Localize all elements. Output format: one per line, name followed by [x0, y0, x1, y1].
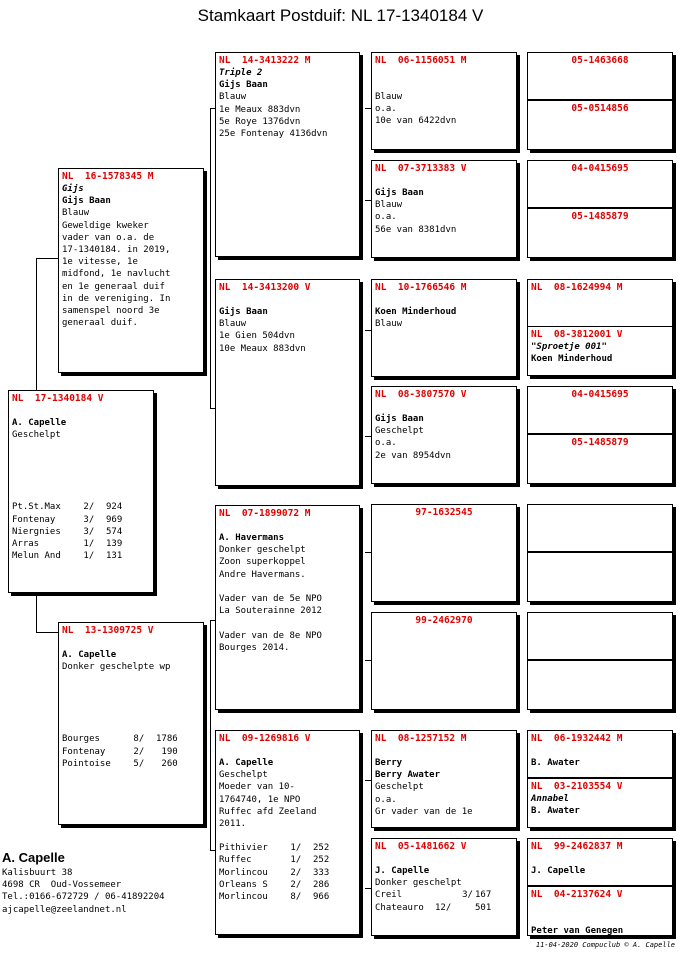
note-line: [216, 617, 359, 629]
note-line: 1764740, 1e NPO: [219, 794, 301, 805]
result-pos: 3/: [78, 514, 95, 525]
ring-number: NL 03-2103554 V: [531, 781, 623, 792]
breeder-name: Gijs Baan: [219, 80, 268, 91]
note-line: Vader van de 8e NPO: [219, 630, 322, 641]
result-count: 333: [313, 867, 330, 878]
result-row: [9, 538, 153, 550]
ring-number: NL 10-1766546 M: [375, 282, 467, 293]
breeder-name: A. Capelle: [219, 758, 274, 768]
result-pos: 8/: [128, 734, 145, 745]
note-line: Bourges 2014.: [219, 642, 290, 653]
ring-number: NL 04-2137624 V: [531, 889, 623, 900]
ring-number: NL 14-3413222 M: [219, 55, 311, 66]
ring-number: NL 05-1481662 V: [375, 841, 467, 852]
result-row: [216, 879, 359, 891]
result-race: Pointoise: [62, 758, 111, 769]
note-line: 25e Fontenay 4136dvn: [219, 129, 328, 140]
note-line: Donker geschelpte wp: [62, 662, 171, 673]
result-race: Melun And: [12, 551, 61, 562]
result-race: Morlincou: [219, 867, 268, 878]
note-line: o.a.: [375, 104, 397, 115]
fm-card[interactable]: [215, 279, 360, 486]
result-count: 190: [156, 746, 178, 757]
mff-card[interactable]: [371, 504, 517, 602]
result-row: [216, 842, 359, 854]
gen5-card[interactable]: [527, 612, 673, 660]
result-pos: 2/: [78, 502, 95, 513]
breeder-name: Koen Minderhoud: [375, 307, 457, 317]
breeder-name: Gijs Baan: [375, 414, 424, 424]
pigeon-color: Geschelpt: [12, 430, 61, 441]
pigeon-notes: [372, 91, 516, 128]
connector-line: [36, 632, 58, 633]
breeder-name: Gijs Baan: [375, 188, 424, 198]
result-row: [9, 550, 153, 562]
pigeon-name: Annabel: [531, 794, 569, 804]
result-row: [372, 902, 516, 914]
page-title: Stamkaart Postduif: NL 17-1340184 V: [197, 6, 484, 25]
note-line: Vader van de 5e NPO: [219, 594, 322, 605]
results-table: [9, 501, 153, 562]
note-line: en 1e generaal duif: [62, 281, 165, 292]
result-row: [59, 758, 203, 770]
note-line: Blauw: [375, 319, 403, 330]
note-line: Donker geschelpt: [375, 878, 462, 889]
result-row: [9, 501, 153, 513]
ring-number: NL 99-2462837 M: [531, 841, 623, 852]
result-row: [59, 746, 203, 758]
ring-number: NL 14-3413200 V: [219, 282, 311, 293]
result-pos: 2/: [128, 746, 145, 757]
ring-number: 05-1485879: [571, 211, 629, 222]
pigeon-notes: [372, 318, 516, 330]
breeder-name: Peter van Genegen: [531, 926, 624, 936]
result-race: Chateauro: [375, 902, 424, 913]
ring-number: 99-2462970: [415, 615, 473, 626]
note-line: 2011.: [219, 819, 247, 830]
ring-number: [528, 505, 672, 507]
gen5-card[interactable]: [527, 504, 673, 552]
gen5-card[interactable]: [527, 386, 673, 434]
ring-number: NL 16-1578345 M: [62, 171, 154, 182]
breeder-name: J. Capelle: [375, 866, 430, 876]
note-line: Blauw: [219, 92, 247, 103]
mfm-card[interactable]: [371, 612, 517, 710]
ring-number: NL 08-3807570 V: [375, 389, 467, 400]
ring-number: [528, 613, 672, 615]
breeder-name: Gijs Baan: [219, 307, 268, 317]
gen5-card[interactable]: [527, 52, 673, 100]
note-line: Blauw: [375, 200, 403, 211]
note-line: Blauw: [375, 92, 403, 102]
results-table: [216, 842, 359, 903]
note-line: midfond, 1e navlucht: [62, 269, 171, 280]
pigeon-name: Gijs: [62, 184, 84, 194]
note-line: Moeder van 10-: [219, 782, 295, 793]
note-line: Blauw: [219, 319, 247, 330]
mmm-card[interactable]: [371, 838, 517, 936]
gen5-card[interactable]: [527, 730, 673, 778]
note-line: 10e Meaux 883dvn: [219, 343, 306, 354]
result-count: 260: [156, 758, 178, 769]
note-line: Geschelpt: [219, 770, 268, 781]
gen5-card[interactable]: [527, 886, 673, 936]
note-line: 56e van 8381dvn: [375, 224, 457, 235]
result-pos: 1/: [285, 855, 302, 866]
result-row: [9, 514, 153, 526]
result-count: 252: [313, 855, 330, 866]
ring-number: 05-1463668: [571, 55, 629, 66]
result-pos: 5/: [128, 758, 145, 769]
result-pos: 3/: [435, 890, 473, 901]
gen5-card[interactable]: [527, 160, 673, 208]
breeder-name: Berry: [375, 758, 403, 768]
result-race: Ruffec: [219, 855, 252, 866]
mm-card[interactable]: [215, 730, 360, 935]
pigeon-name: Triple 2: [219, 68, 263, 78]
gen5-card[interactable]: [527, 778, 673, 828]
pigeon-notes: [216, 544, 359, 654]
result-race: Creil: [375, 890, 403, 901]
results-table: [372, 889, 516, 913]
ring-number: 05-1485879: [571, 437, 629, 448]
mother-card[interactable]: [58, 622, 204, 825]
breeder-name: J. Capelle: [531, 866, 586, 876]
result-pos: 8/: [285, 892, 302, 903]
result-row: [216, 891, 359, 903]
gen5-card[interactable]: [527, 660, 673, 710]
breeder-name: A. Capelle: [62, 650, 117, 660]
note-line: Geweldige kweker: [62, 220, 149, 231]
pigeon-notes: [372, 781, 516, 818]
note-line: 1e Gien 504dvn: [219, 331, 295, 342]
ring-number: NL 07-3713383 V: [375, 163, 467, 174]
result-count: 1786: [156, 734, 178, 745]
result-pos: 3/: [78, 526, 95, 537]
fmm-card[interactable]: [371, 386, 517, 484]
gen5-card[interactable]: [527, 326, 673, 376]
ring-number: NL 09-1269816 V: [219, 733, 311, 744]
gen5-card[interactable]: [527, 552, 673, 602]
result-count: 167: [475, 890, 492, 901]
result-race: Fontenay: [12, 514, 56, 525]
result-row: [216, 854, 359, 866]
note-line: samenspel noord 3e: [62, 306, 160, 317]
connector-line: [36, 592, 37, 632]
breeder-name: B. Awater: [531, 758, 580, 768]
result-count: 139: [106, 539, 123, 550]
note-line: o.a.: [375, 212, 397, 223]
owner-city: 4698 CR Oud-Vossemeer: [2, 880, 122, 891]
ring-number: NL 06-1932442 M: [531, 733, 623, 744]
fff-card[interactable]: [371, 52, 517, 150]
result-row: [59, 733, 203, 745]
result-pos: 2/: [285, 867, 302, 878]
owner-info: [2, 850, 165, 916]
note-line: Geschelpt: [375, 426, 424, 437]
note-line: 1e Meaux 883dvn: [219, 104, 301, 115]
owner-email[interactable]: ajcapelle@zeelandnet.nl: [2, 904, 127, 915]
result-race: Pt.St.Max: [12, 502, 61, 513]
owner-address: Kalisbuurt 38: [2, 868, 73, 878]
pigeon-name: "Sproetje 001": [531, 342, 607, 352]
note-line: vader van o.a. de: [62, 232, 155, 243]
ring-number: 05-0514856: [571, 103, 629, 114]
breeder-name: A. Capelle: [12, 418, 67, 428]
note-line: 10e van 6422dvn: [375, 116, 457, 127]
gen5-card[interactable]: [527, 100, 673, 150]
note-line: Ruffec afd Zeeland: [219, 806, 317, 817]
result-count: 966: [313, 892, 330, 903]
note-line: 2e van 8954dvn: [375, 450, 451, 461]
result-count: 501: [475, 902, 492, 913]
ff-card[interactable]: [215, 52, 360, 257]
owner-name: A. Capelle: [2, 850, 65, 865]
pigeon-notes: [216, 91, 359, 140]
result-count: 252: [313, 843, 330, 854]
result-race: Bourges: [62, 734, 100, 745]
subject-card[interactable]: [8, 390, 154, 593]
footer-credit: 11-04-2020 Compuclub © A. Capelle: [535, 941, 675, 949]
result-race: Fontenay: [62, 746, 106, 757]
note-line: Andre Havermans.: [219, 569, 306, 580]
ring-number: NL 07-1899072 M: [219, 508, 311, 519]
result-row: [216, 867, 359, 879]
ring-number: 04-0415695: [571, 389, 629, 400]
ring-number: [528, 661, 672, 663]
breeder-name: Gijs Baan: [62, 196, 111, 207]
result-race: Morlincou: [219, 892, 268, 903]
result-race: Arras: [12, 539, 40, 550]
note-line: 17-1340184. in 2019,: [62, 245, 171, 256]
breeder-name-2: Berry Awater: [375, 770, 441, 781]
connector-line: [36, 258, 58, 259]
breeder-name: B. Awater: [531, 806, 580, 817]
connector-line: [210, 108, 211, 408]
pigeon-notes: [216, 769, 359, 830]
gen5-card[interactable]: [527, 838, 673, 886]
note-line: Donker geschelpt: [219, 545, 306, 556]
result-pos: 1/: [78, 539, 95, 550]
ring-number: [528, 553, 672, 555]
ring-number: NL 06-1156051 M: [375, 55, 467, 66]
note-line: 1e vitesse, 1e: [62, 257, 138, 268]
note-line: Gr vader van de 1e: [375, 806, 473, 817]
ring-number: 97-1632545: [415, 507, 473, 518]
ring-number: NL 17-1340184 V: [12, 393, 104, 404]
result-count: 924: [106, 502, 123, 513]
mf-card[interactable]: [215, 505, 360, 710]
pigeon-notes: [59, 661, 203, 673]
breeder-name: Koen Minderhoud: [531, 354, 613, 365]
ring-number: NL 08-3812001 V: [531, 329, 623, 340]
ring-number: NL 13-1309725 V: [62, 625, 154, 636]
pigeon-notes: [372, 199, 516, 236]
result-pos: 2/: [285, 879, 302, 890]
result-race: Orleans S: [219, 879, 268, 890]
gen5-card[interactable]: [527, 279, 673, 327]
pigeon-notes: [216, 318, 359, 355]
note-line: La Souterainne 2012: [219, 606, 322, 617]
result-pos: 12/: [435, 902, 452, 913]
result-row: [9, 526, 153, 538]
owner-phone: Tel.:0166-672729 / 06-41892204: [2, 892, 165, 903]
gen5-card[interactable]: [527, 208, 673, 258]
note-line: [216, 581, 359, 593]
note-line: o.a.: [375, 794, 397, 805]
connector-line: [36, 258, 37, 391]
ring-number: NL 08-1624994 M: [531, 282, 623, 293]
father-card[interactable]: [58, 168, 204, 373]
note-line: in de vereniging. In: [62, 293, 171, 304]
result-count: 574: [106, 526, 123, 537]
mmf-card[interactable]: [371, 730, 517, 828]
result-race: Pithivier: [219, 843, 268, 854]
result-count: 286: [313, 879, 330, 890]
result-pos: 1/: [78, 551, 95, 562]
note-line: generaal duif.: [62, 318, 138, 329]
results-table: [59, 733, 203, 770]
connector-line: [210, 620, 211, 850]
result-pos: 1/: [285, 843, 302, 854]
result-race: Niergnies: [12, 526, 61, 537]
fmf-card[interactable]: [371, 279, 517, 377]
ring-number: 04-0415695: [571, 163, 629, 174]
note-line: 5e Roye 1376dvn: [219, 116, 301, 127]
pigeon-notes: [59, 207, 203, 329]
note-line: Zoon superkoppel: [219, 557, 306, 568]
breeder-name: A. Havermans: [219, 533, 285, 543]
result-count: 969: [106, 514, 123, 525]
note-line: Geschelpt: [375, 782, 424, 793]
ring-number: NL 08-1257152 M: [375, 733, 467, 744]
result-count: 131: [106, 551, 123, 562]
pigeon-notes: [372, 877, 516, 889]
gen5-card[interactable]: [527, 434, 673, 484]
pigeon-notes: [372, 425, 516, 462]
ffm-card[interactable]: [371, 160, 517, 258]
result-row: [372, 889, 516, 901]
note-line: o.a.: [375, 438, 397, 449]
note-line: Blauw: [62, 208, 90, 219]
